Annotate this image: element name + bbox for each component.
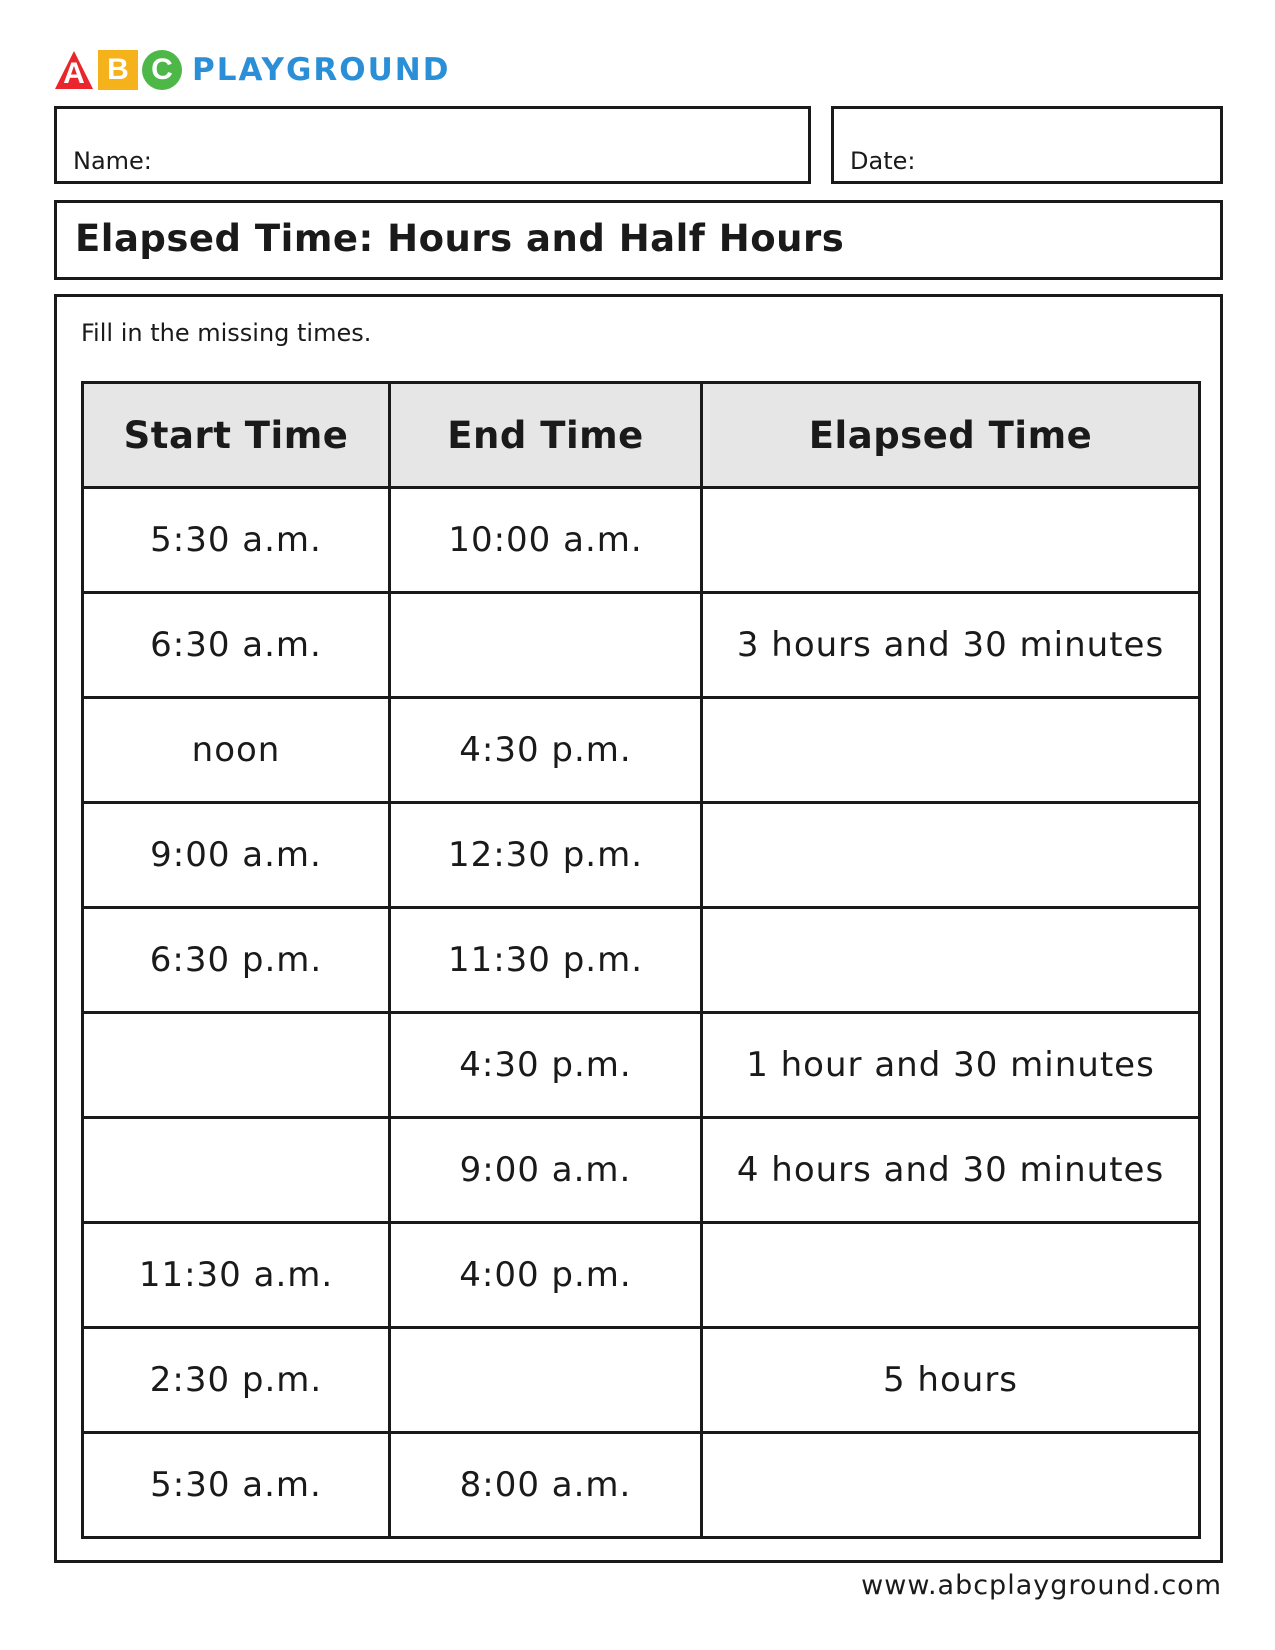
- start-time-cell: 5:30 a.m.: [83, 1433, 390, 1538]
- name-label: Name:: [73, 147, 152, 175]
- logo-letter-b-text: B: [107, 53, 129, 86]
- end-time-cell: 9:00 a.m.: [390, 1118, 702, 1223]
- end-time-cell: 11:30 p.m.: [390, 908, 702, 1013]
- end-time-cell: 4:30 p.m.: [390, 1013, 702, 1118]
- elapsed-time-cell[interactable]: [702, 803, 1200, 908]
- start-time-cell: 11:30 a.m.: [83, 1223, 390, 1328]
- elapsed-time-cell: 3 hours and 30 minutes: [702, 593, 1200, 698]
- header-elapsed-time: Elapsed Time: [702, 383, 1200, 488]
- logo-letter-a: [54, 50, 94, 90]
- abc-playground-logo: [54, 50, 450, 90]
- start-time-cell: 6:30 a.m.: [83, 593, 390, 698]
- title-box: [54, 200, 1223, 280]
- table-row: [83, 488, 1200, 593]
- start-time-cell: 9:00 a.m.: [83, 803, 390, 908]
- header-start-time: Start Time: [83, 383, 390, 488]
- elapsed-time-cell[interactable]: [702, 908, 1200, 1013]
- start-time-cell: noon: [83, 698, 390, 803]
- elapsed-time-cell[interactable]: [702, 488, 1200, 593]
- elapsed-time-cell[interactable]: [702, 1223, 1200, 1328]
- table-row: [83, 698, 1200, 803]
- header-end-time: End Time: [390, 383, 702, 488]
- end-time-cell: 10:00 a.m.: [390, 488, 702, 593]
- elapsed-time-cell[interactable]: [702, 698, 1200, 803]
- start-time-cell: 6:30 p.m.: [83, 908, 390, 1013]
- table-row: [83, 1328, 1200, 1433]
- footer-url: www.abcplayground.com: [861, 1570, 1222, 1601]
- logo-letter-b: [98, 50, 138, 90]
- instructions: Fill in the missing times.: [81, 319, 372, 347]
- table-row: [83, 908, 1200, 1013]
- worksheet-title: Elapsed Time: Hours and Half Hours: [75, 217, 845, 260]
- end-time-cell: 12:30 p.m.: [390, 803, 702, 908]
- table-row: [83, 1433, 1200, 1538]
- elapsed-time-cell[interactable]: [702, 1433, 1200, 1538]
- end-time-cell: 8:00 a.m.: [390, 1433, 702, 1538]
- worksheet-content: [54, 294, 1223, 1563]
- start-time-cell: 5:30 a.m.: [83, 488, 390, 593]
- table-row: [83, 593, 1200, 698]
- table-header-row: [83, 383, 1200, 488]
- elapsed-time-cell: 4 hours and 30 minutes: [702, 1118, 1200, 1223]
- elapsed-time-table: [81, 381, 1201, 1539]
- end-time-cell: 4:30 p.m.: [390, 698, 702, 803]
- start-time-cell: 2:30 p.m.: [83, 1328, 390, 1433]
- logo-letter-c: [142, 50, 182, 90]
- logo-letter-a-text: A: [63, 57, 85, 90]
- end-time-cell: 4:00 p.m.: [390, 1223, 702, 1328]
- table-row: [83, 1118, 1200, 1223]
- logo-wordmark: PLAYGROUND: [192, 52, 451, 88]
- end-time-cell[interactable]: [390, 593, 702, 698]
- table-row: [83, 803, 1200, 908]
- logo-letter-c-text: C: [151, 53, 173, 86]
- end-time-cell[interactable]: [390, 1328, 702, 1433]
- date-field[interactable]: [831, 106, 1223, 184]
- elapsed-time-cell: 5 hours: [702, 1328, 1200, 1433]
- start-time-cell[interactable]: [83, 1013, 390, 1118]
- elapsed-time-cell: 1 hour and 30 minutes: [702, 1013, 1200, 1118]
- table-row: [83, 1013, 1200, 1118]
- name-field[interactable]: [54, 106, 811, 184]
- table-row: [83, 1223, 1200, 1328]
- start-time-cell[interactable]: [83, 1118, 390, 1223]
- date-label: Date:: [850, 147, 916, 175]
